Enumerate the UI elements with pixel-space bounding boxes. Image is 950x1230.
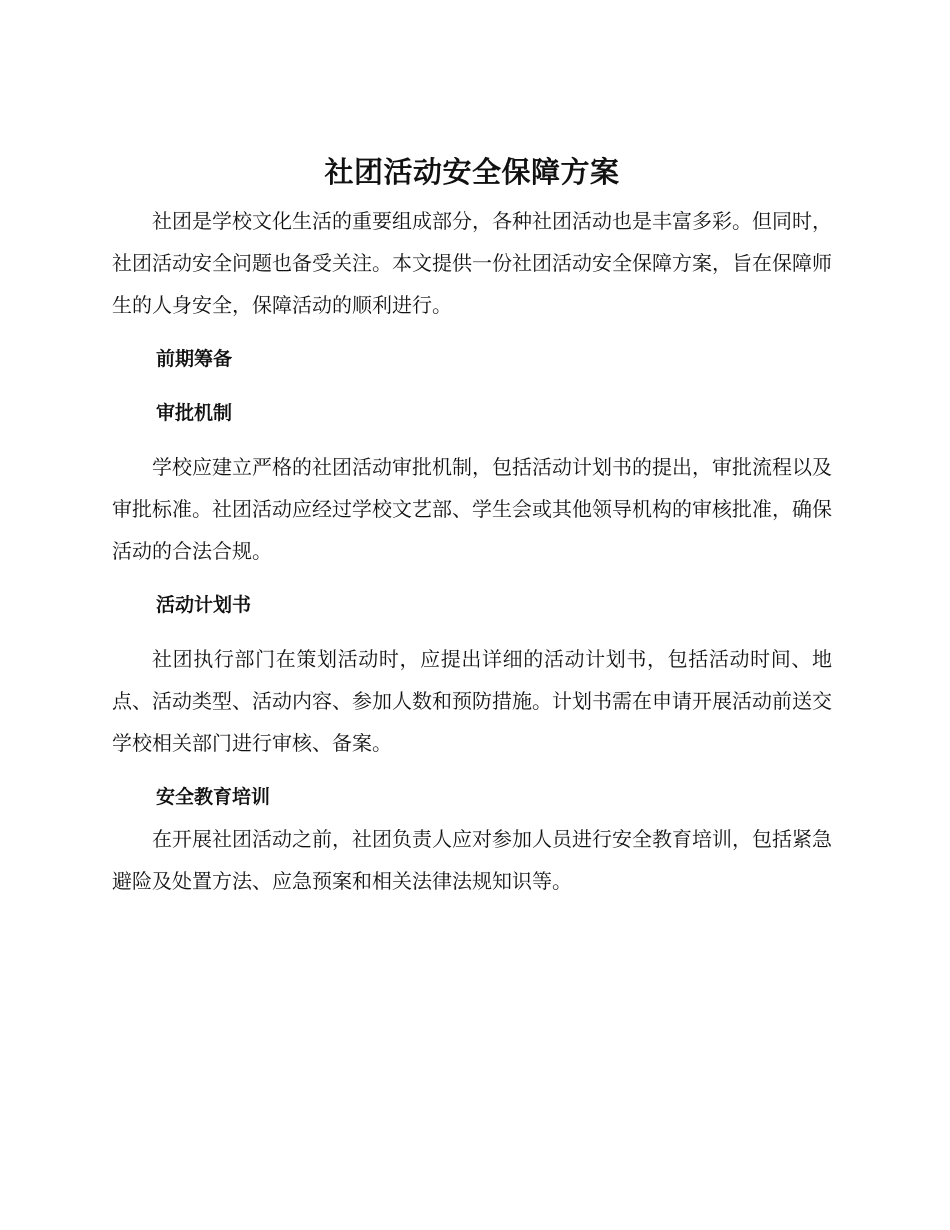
spacer [112, 572, 832, 584]
section-heading-preparation: 前期筹备 [156, 348, 233, 370]
intro-paragraph: 社团是学校文化生活的重要组成部分，各种社团活动也是丰富多彩。但同时，社团活动安全问题也备受关注。本文提供一份社团活动安全保障方案，旨在保障师生的人身安全，保障活动的顺利进行。 [112, 209, 832, 317]
section-body-approval: 学校应建立严格的社团活动审批机制，包括活动计划书的提出，审批流程以及审批标准。社团活动应经过学校文艺部、学生会或其他领导机构的审核批准，确保活动的合法合规。 [112, 455, 832, 563]
section-heading-safety-training: 安全教育培训 [156, 786, 271, 808]
spacer [112, 434, 832, 446]
section-body-activity-plan: 社团执行部门在策划活动时，应提出详细的活动计划书，包括活动时间、地点、活动类型、活动内容、参加人数和预防措施。计划书需在申请开展活动前送交学校相关部门进行审核、备案。 [112, 647, 832, 755]
document-page [112, 150, 832, 902]
section-body-safety-training: 在开展社团活动之前，社团负责人应对参加人员进行安全教育培训，包括紧急避险及处置方法、应急预案和相关法律法规知识等。 [112, 827, 832, 893]
document-title: 社团活动安全保障方案 [324, 155, 620, 189]
spacer [112, 380, 832, 392]
spacer [112, 764, 832, 776]
spacer [112, 626, 832, 638]
section-heading-approval: 审批机制 [156, 402, 233, 424]
spacer [112, 326, 832, 338]
section-heading-activity-plan: 活动计划书 [156, 594, 252, 616]
